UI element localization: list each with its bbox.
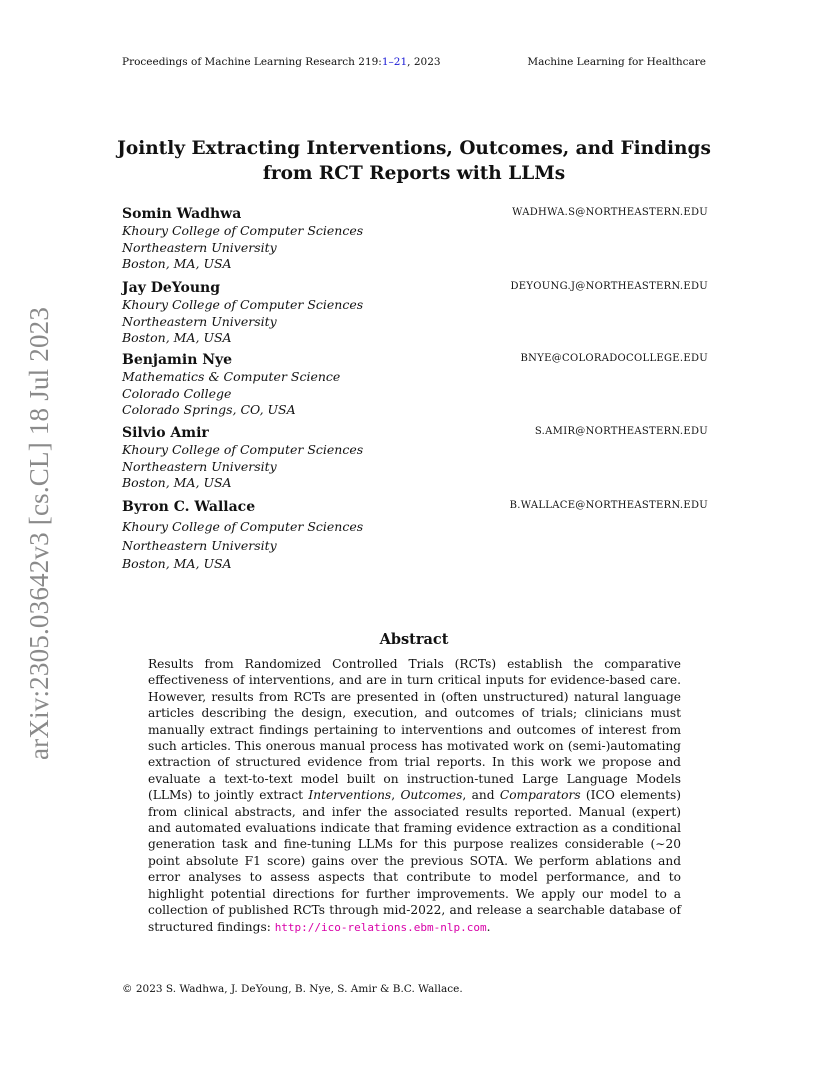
author-affiliation: Khoury College of Computer Sciences xyxy=(122,223,364,238)
author-institution: Northeastern University xyxy=(122,458,277,474)
author-block xyxy=(122,498,708,573)
author-name: Benjamin Nye xyxy=(122,352,233,368)
author-email[interactable]: DEYOUNG.J@NORTHEASTERN.EDU xyxy=(510,281,708,292)
author-block xyxy=(122,205,708,273)
author-name: Silvio Amir xyxy=(122,425,209,441)
author-affiliation: Khoury College of Computer Sciences xyxy=(122,297,364,312)
author-name: Jay DeYoung xyxy=(122,280,221,296)
author-block xyxy=(122,351,708,419)
author-institution: Colorado College xyxy=(122,385,232,401)
author-institution: Northeastern University xyxy=(122,239,277,255)
pages-link[interactable]: 1–21 xyxy=(381,56,408,68)
paper-title xyxy=(0,136,828,186)
running-header-left: Proceedings of Machine Learning Research 219:1–21, 2023 xyxy=(122,56,441,68)
author-location: Boston, MA, USA xyxy=(122,330,232,345)
author-email[interactable]: BNYE@COLORADOCOLLEGE.EDU xyxy=(520,353,708,364)
author-email[interactable]: B.WALLACE@NORTHEASTERN.EDU xyxy=(509,500,708,511)
author-name: Byron C. Wallace xyxy=(122,499,256,515)
author-location: Colorado Springs, CO, USA xyxy=(122,402,296,417)
author-affiliation: Mathematics & Computer Science xyxy=(122,369,341,384)
title-line-2: from RCT Reports with LLMs xyxy=(262,163,566,184)
author-affiliation: Khoury College of Computer Sciences xyxy=(122,519,364,534)
author-block xyxy=(122,279,708,347)
arxiv-stamp: arXiv:2305.03642v3 [cs.CL] 18 Jul 2023 xyxy=(24,306,54,760)
author-location: Boston, MA, USA xyxy=(122,556,232,571)
abstract-heading: Abstract xyxy=(379,631,449,648)
running-header-right: Machine Learning for Healthcare xyxy=(527,56,706,68)
abstract-text: Results from Randomized Controlled Trials (RCTs) establish the comparative effectiveness of interventions, and are in turn critical inputs for evidence-based care. However, results from RCTs are presented in (often unstructured) natural language articles describing the design, execution, and outcomes of trials; clinicians must manually extract findings pertaining to interventions and outcomes of interest from such articles. This onerous manual process has motivated work on (semi-)automating extraction of structured evidence from trial reports. In this work we propose and evaluate a text-to-text model built on instruction-tuned Large Language Models (LLMs) to jointly extract Interventions, Outcomes, and Comparators (ICO elements) from clinical abstracts, and infer the associated results reported. Manual (expert) and automated evaluations indicate that framing evidence extraction as a conditional generation task and fine-tuning LLMs for this purpose realizes considerable (∼20 point absolute F1 score) gains over the previous SOTA. We perform ablations and error analyses to assess aspects that contribute to model performance, and to highlight potential directions for further improvements. We apply our model to a collection of published RCTs through mid-2022, and release a searchable database of structured findings: http://ico-relations.ebm-nlp.com. xyxy=(148,657,682,934)
author-institution: Northeastern University xyxy=(122,313,277,329)
author-affiliation: Khoury College of Computer Sciences xyxy=(122,442,364,457)
author-email[interactable]: WADHWA.S@NORTHEASTERN.EDU xyxy=(512,207,708,218)
author-block xyxy=(122,424,708,492)
author-institution: Northeastern University xyxy=(122,537,277,553)
author-location: Boston, MA, USA xyxy=(122,475,232,490)
author-email[interactable]: S.AMIR@NORTHEASTERN.EDU xyxy=(534,426,708,437)
author-location: Boston, MA, USA xyxy=(122,256,232,271)
copyright-notice: © 2023 S. Wadhwa, J. DeYoung, B. Nye, S. Amir & B.C. Wallace. xyxy=(122,983,463,995)
author-name: Somin Wadhwa xyxy=(122,206,242,222)
title-line-1: Jointly Extracting Interventions, Outcomes, and Findings xyxy=(117,138,711,159)
database-link[interactable]: http://ico-relations.ebm-nlp.com xyxy=(274,920,487,934)
